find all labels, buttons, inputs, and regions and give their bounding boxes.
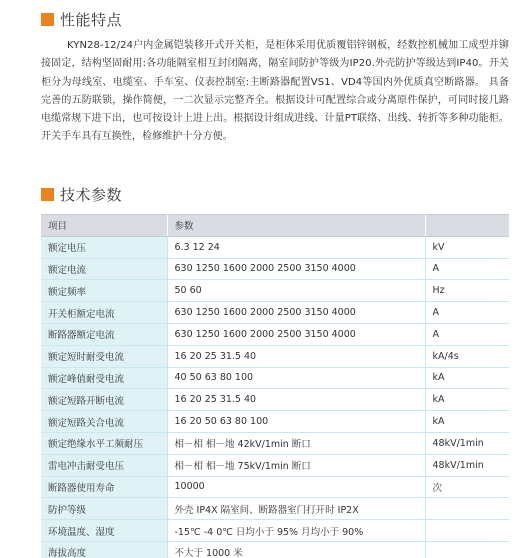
param-value: -15℃ -4 0℃ 日均小于 95% 月均小于 90%	[167, 520, 425, 542]
param-value: 16 20 50 63 80 100	[167, 411, 425, 433]
param-value: 630 1250 1600 2000 2500 3150 4000	[167, 258, 425, 280]
section-title-features: 性能特点	[60, 10, 123, 29]
table-row	[41, 411, 509, 433]
table-row	[41, 302, 509, 324]
param-unit	[425, 541, 509, 558]
technical-parameters-table	[41, 214, 509, 558]
param-value: 10000	[167, 476, 425, 498]
table-row	[41, 280, 509, 302]
table-row	[41, 454, 509, 476]
param-value: 16 20 25 31.5 40	[167, 389, 425, 411]
table-row	[41, 432, 509, 454]
column-header-item: 项目	[41, 215, 167, 237]
table-row	[41, 345, 509, 367]
param-value: 不大于 1000 米	[167, 541, 425, 558]
param-name: 环境温度、湿度	[41, 520, 167, 542]
param-value: 6.3 12 24	[167, 236, 425, 258]
param-name: 开关柜额定电流	[41, 302, 167, 324]
param-value: 40 50 63 80 100	[167, 367, 425, 389]
param-unit: 48kV/1min	[425, 454, 509, 476]
param-value: 630 1250 1600 2000 2500 3150 4000	[167, 323, 425, 345]
param-value: 16 20 25 31.5 40	[167, 345, 425, 367]
column-header-value: 参数	[167, 215, 425, 237]
column-header-unit	[425, 215, 509, 237]
param-name: 额定峰值耐受电流	[41, 367, 167, 389]
param-name: 额定短路关合电流	[41, 411, 167, 433]
section-title-params: 技术参数	[60, 185, 123, 204]
param-unit: 48kV/1min	[425, 432, 509, 454]
table-row	[41, 236, 509, 258]
table-row	[41, 367, 509, 389]
param-value: 外壳 IP4X 隔室间、断路器室门打开时 IP2X	[167, 498, 425, 520]
table-row	[41, 323, 509, 345]
param-name: 额定短路开断电流	[41, 389, 167, 411]
param-name: 雷电冲击耐受电压	[41, 454, 167, 476]
table-row	[41, 476, 509, 498]
section-header-features	[41, 9, 122, 29]
orange-square-icon	[41, 188, 54, 201]
section-header-params	[41, 184, 122, 204]
features-description	[41, 37, 509, 147]
param-unit: A	[425, 323, 509, 345]
features-paragraph: KYN28-12/24户内金属铠装移开式开关柜，是柜体采用优质覆铝锌钢板，经数控机械加工成型并铆接固定，结构坚固耐用:各功能隔室相互封闭隔离，隔室间防护等级为IP20.外壳防护等级达到IP40。开关柜分为母线室、电缆室、手车室、仪表控制室:主断路器配置VS1、VD4等国内外优质真空断路器。 具备完善的五防联锁，操作简便，一二次显示完整齐全。根据设计可配置综合或分离原件保护，可同时接几路电缆常规下进下出，也可按设计上进上出。根据设计组成进线、计量PT联络、出线、转折等多种功能柜。开关手车具有互换性，检修维护十分方便。	[41, 40, 509, 143]
param-name: 额定频率	[41, 280, 167, 302]
param-unit: A	[425, 302, 509, 324]
param-value: 相－相 相－地 75kV/1min 断口	[167, 454, 425, 476]
table-row	[41, 541, 509, 558]
param-unit	[425, 498, 509, 520]
param-unit: kV	[425, 236, 509, 258]
param-unit: kA	[425, 411, 509, 433]
table-row	[41, 258, 509, 280]
param-unit: kA	[425, 367, 509, 389]
table-header-row	[41, 215, 509, 237]
param-name: 额定电流	[41, 258, 167, 280]
table-row	[41, 498, 509, 520]
param-unit: kA	[425, 389, 509, 411]
param-value: 相－相 相－地 42kV/1min 断口	[167, 432, 425, 454]
param-unit: kA/4s	[425, 345, 509, 367]
param-name: 额定短时耐受电流	[41, 345, 167, 367]
param-name: 防护等级	[41, 498, 167, 520]
param-unit: Hz	[425, 280, 509, 302]
param-name: 海拔高度	[41, 541, 167, 558]
param-name: 断路器额定电流	[41, 323, 167, 345]
orange-square-icon	[41, 13, 54, 26]
param-value: 50 60	[167, 280, 425, 302]
param-name: 额定绝缘水平工频耐压	[41, 432, 167, 454]
param-name: 断路器使用寿命	[41, 476, 167, 498]
param-value: 630 1250 1600 2000 2500 3150 4000	[167, 302, 425, 324]
table-row	[41, 520, 509, 542]
param-unit: 次	[425, 476, 509, 498]
param-unit	[425, 520, 509, 542]
param-name: 额定电压	[41, 236, 167, 258]
table-row	[41, 389, 509, 411]
param-unit: A	[425, 258, 509, 280]
